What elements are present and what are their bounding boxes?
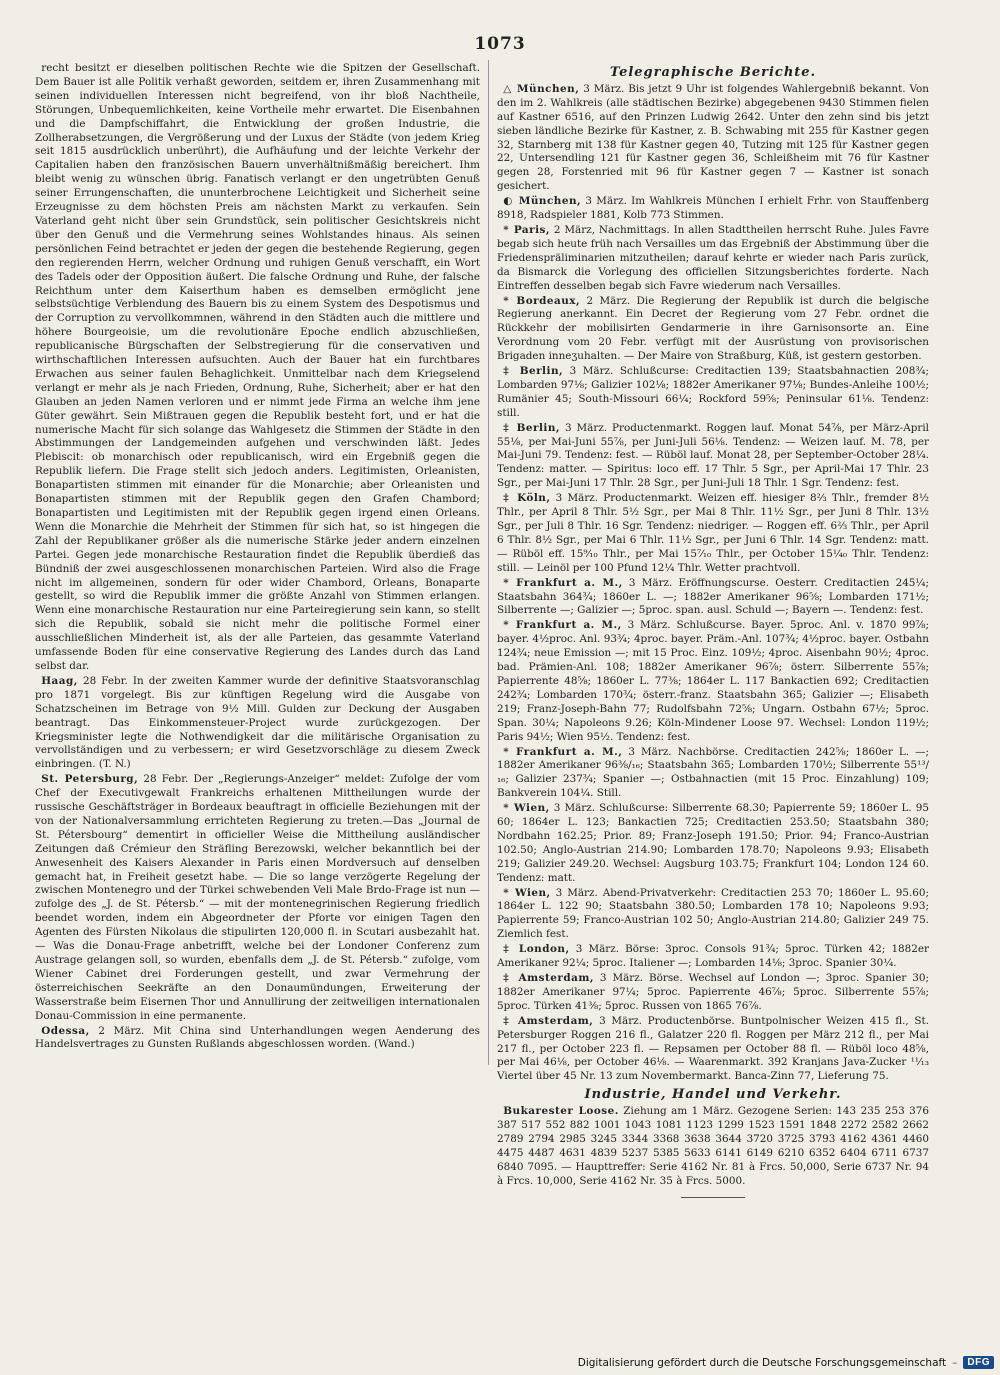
dateline-place: ‡ Berlin, (503, 365, 564, 378)
left-column (35, 62, 480, 1052)
article-paragraph: recht besitzt er dieselben politischen Rechte wie die Spitzen der Gesellschaft. Dem Bauer ist alle Politik verhaßt geworden, seitdem er, ihren Zusammenhang mit seinen individuellen Interessen nicht begreifend, von ihr bloß Nachtheile, Störungen, Unbequemlichkeiten, keine Vortheile mehr erwartet. Die Eisenbahnen und die Dampfschiffahrt, die Entwicklung der großen Industrie, die Zollherabsetzungen, die Vergrößerung und der Luxus der Städte (von jedem Krieg seit 1815 ausdrücklich unberührt), die Aufhäufung und der leichte Verkehr der Capitalien haben den französischen Bauern unverhältnißmäßig bereichert. Ihm bleibt wenig zu wünschen übrig. Fanatisch verlangt er den ungetrübten Genuß seiner Errungenschaften, die ununterbrochene Leichtigkeit und Sicherheit seine Erzeugnisse zu dem höchsten Preis am nächsten Markt zu verkaufen. Sein Vaterland geht nicht über sein Grundstück, sein politischer Gesichtskreis nicht über den Genuß und die Vermehrung seines Wohlstandes hinaus. Als seinen persönlichen Feind betrachtet er jeden der gegen die bestehende Regierung, gegen den regierenden Herrn, welcher Ordnung und ruhigen Genuß verschafft, ein Wort des Tadels oder der Opposition äußert. Die falsche Ordnung und Ruhe, der falsche Reichthum unter dem Kaiserthum haben es demselben ermöglicht jene selbstsüchtige Verblendung des Bauern bis zu einem System des Despotismus und der Corruption zu vervollkommnen, während in den Städten auch die mittlere und höhere Bourgeoisie, um die revolutionäre Epoche endlich abzuschließen, republicanische Bürgschaften der Selbstregierung für die conservativen und wirthschaftlichen Interessen aufsuchten. Auch der Bauer hat ein furchtbares Erwachen aus seiner faulen Behaglichkeit. Unmittelbar nach dem Kriegselend verlangt er mehr als je nach Frieden, Ordnung, Ruhe, Sicherheit; aber er hat den Glauben an jeden Namen verloren und er nimmt jede Firma an welche ihm jene Güter gewährt. Sein Mißtrauen gegen die Republik besteht fort, und er hat die numerische Macht für sich solange das Wahlgesetz die Stimmen der Städte in den Abstimmungen der Landgemeinden aufgehen und verschwinden läßt. Jedes Plebiscit: ob monarchisch oder republicanisch, wird ein Ergebniß gegen die Republik liefern. Die Frage stellt sich jedoch anders. Legitimisten, Orleanisten, Bonapartisten stimmen mit einander für die Monarchie; aber Orleanisten und Bonapartisten stimmen mit der Republik gegen den Grafen Chambord; Bonapartisten und Legitimisten mit der Republik gegen irgend einen Orleans. Wenn die Monarchie die Mehrheit der Stimmen für sich hat, so ist hingegen die Zahl der Republikaner größer als die numerische Stärke jeder andern einzelnen Partei. Gegen jede monarchische Restauration findet die Republik überdieß das Bündniß der zwei ausgeschlossenen monarchischen Parteien. Wird also die Frage nicht im allgemeinen, sondern für oder wider Chambord, Orleans, Bonaparte gestellt, so wird die Republik immer die größte Anzahl von Stimmen erlangen. Wenn eine monarchische Restauration nur eine Parteiregierung sein kann, so stellt sich die Republik, sobald sie nicht mehr die politische Formel einer ausschließlichen Minderheit ist, als der alle Parteien, das gesammte Vaterland umfassende Boden für eine conservative Regierung des Landes durch das Land selbst dar. (35, 62, 480, 672)
footer-credit: Digitalisierung gefördert durch die Deutsche Forschungsgemeinschaft (577, 1356, 947, 1369)
telegram: * Wien, 3 März. Schlußcurse: Silberrente 68.30; Papierrente 59; 1860er L. 95 60; 1864er L. 123; Bankactien 725; Creditactien 253.50; Staatsbahn 380; Nordbahn 162.25; Prior. 89; Franz-Joseph 191.50; Prior. 94; Franco-Austrian 102.50; Anglo-Austrian 214.90; Lombarden 178.70; Napoleons 9.93; Elisabeth 219; Galizier 249.20. Wechsel: Augsburg 103.75; Frankfurt 104; London 124 60. Tendenz: matt. (497, 802, 929, 884)
dateline-place: * Frankfurt a. M., (503, 745, 623, 758)
telegram: ‡ Amsterdam, 3 März. Productenbörse. Buntpolnischer Weizen 415 fl., St. Petersburger Roggen 216 fl., Galatzer 220 fl. Roggen per März 212 fl., per Mai 217 fl., per October 223 fl. — Repsamen per October 88 fl. — Rüböl loco 48⅝, per Mai 46⅛, per October 46⅛. — Waarenmarkt. 392 Kranjans Java-Zucker ¹¹⁄₁₃ Viertel über 45 Nr. 13 zum Novembermarkt. Banca-Zinn 77, Lieferung 75. (497, 1014, 929, 1083)
dateline-place: St. Petersburg, (41, 773, 139, 786)
dateline-place: ◐ München, (503, 195, 582, 208)
article-paragraph: St. Petersburg, 28 Febr. Der „Regierungs-Anzeiger“ meldet: Zufolge der vom Chef der Executivgewalt Frankreichs erhaltenen Mittheilungen wurde der russische Geschäftsträger in Bordeaux beauftragt in officielle Beziehungen mit der von der Nationalversammlung errichteten Regierung zu treten.—Das „Journal de St. Pétersbourg“ dementirt in officieller Weise die Mittheilung ausländischer Zeitungen daß Crémieur den Sträfling Berezowski, welcher bekanntlich bei der Anwesenheit des Kaisers Alexander in Paris einen Mordversuch auf denselben gemacht hat, in Freiheit gesetzt habe. — Die so lange verzögerte Regelung der zwischen Montenegro und der Türkei schwebenden Veli Male Brdo-Frage ist nun — zufolge des „J. de St. Pétersb.“ — mit der montenegrinischen Regierung friedlich beendet worden, indem ein Abgeordneter der Pforte vor einigen Tagen den Agenten des Fürsten Nikolaus die stipulirten 120,000 fl. in Scutari ausbezahlt hat. — Was die Donau-Frage anbetrifft, welche bei der Londoner Conferenz zum Austrage gelangen soll, so wurden, ebenfalls dem „J. de St. Pétersb.“ zufolge, vom Wiener Cabinet drei Forderungen gestellt, und zwar Vermehrung der österreichischen Seekräfte an den Donaumündungen, Erweiterung der Wasserstraße beim Eisernen Thor und Annullirung der zeitweiligen internationalen Donau-Commission in eine permanente. (35, 773, 480, 1022)
dateline-place: ‡ Amsterdam, (503, 1014, 594, 1027)
telegram: * Frankfurt a. M., 3 März. Nachbörse. Creditactien 242⅝; 1860er L. —; 1882er Amerikaner 96⅜/₁₆; Staatsbahn 365; Lombarden 170½; Silberrente 55¹³/₁₆; Galizier 237¾; Spanier —; Ostbahnactien (mit 15 Proc. Einzahlung) 109; Bankverein 104¼. Still. (497, 745, 929, 800)
section-heading-telegraph: Telegraphische Berichte. (609, 65, 817, 80)
telegram: △ München, 3 März. Bis jetzt 9 Uhr ist folgendes Wahlergebniß bekannt. Von den im 2. Wahlkreis (alle städtischen Bezirke) abgegebenen 9430 Stimmen fielen auf Kastner 6516, auf den Prinzen Ludwig 2642. Unter den zehn sind bis jetzt sieben ländliche Bezirke für Kastner, z. B. Schwabing mit 255 für Kastner gegen 32, Starnberg mit 138 für Kastner gegen 40, Tutzing mit 125 für Kastner gegen 22, Untersendling 121 für Kastner gegen 36, Schleißheim mit 76 für Kastner gegen 28, Forstenried mit 96 für Kastner gegen 7 — Kastner ist sonach gesichert. (497, 82, 930, 193)
telegram: ◐ München, 3 März. Im Wahlkreis München I erhielt Frhr. von Stauffenberg 8918, Radspieler 1881, Kolb 773 Stimmen. (497, 195, 929, 222)
dateline-place: Odessa, (41, 1024, 90, 1037)
footer (0, 1356, 994, 1369)
dateline-place: ‡ Köln, (503, 492, 551, 505)
article-paragraph: Odessa, 2 März. Mit China sind Unterhandlungen wegen Aenderung des Handelsvertrages zu Gunsten Rußlands abgeschlossen worden. (Wand.) (35, 1024, 480, 1051)
dateline-place: ‡ London, (503, 943, 570, 956)
dateline-place: * Wien, (503, 802, 550, 815)
item-title: Bukarester Loose. (503, 1105, 619, 1118)
dateline-place: * Paris, (503, 223, 551, 236)
column-divider (488, 60, 489, 1065)
telegram: ‡ Amsterdam, 3 März. Börse. Wechsel auf London —; 3proc. Spanier 30; 1882er Amerikaner 97¼; 5proc. Papierrente 46⅞; 5proc. Silberrente 55⅞; 5proc. Türken 41⅜; 5proc. Russen von 1865 76⅞. (497, 972, 930, 1012)
telegram: * Wien, 3 März. Abend-Privatverkehr: Creditactien 253 70; 1860er L. 95.60; 1864er L. 122 90; Staatsbahn 380.50; Lombarden 178 10; Napoleons 9.93; Papierrente 59; Franco-Austrian 102 50; Anglo-Austrian 214.80; Galizier 249 75. Ziemlich fest. (497, 886, 929, 941)
telegram: ‡ Berlin, 3 März. Schlußcurse: Creditactien 139; Staatsbahnactien 208¾; Lombarden 97⅛; Galizier 102⅛; 1882er Amerikaner 97⅛; Bundes-Anleihe 100½; Rumänier 45; South-Missouri 66¼; Rockford 59⅝; Peninsular 61⅛. Tendenz: still. (497, 365, 929, 419)
section-heading-industry: Industrie, Handel und Verkehr. (584, 1087, 842, 1103)
dateline-place: Haag, (41, 674, 78, 687)
telegram: * Paris, 2 März, Nachmittags. In allen Stadttheilen herrscht Ruhe. Jules Favre begab sich heute früh nach Versailles um das Ergebniß der Abstimmung über die Friedenspräliminarien mitzutheilen; darauf kehrte er wieder nach Paris zurück, da Bismarck die Vorlegung des officiellen Sitzungsberichtes forderte. Nach Eintreffen desselben begab sich Favre wiederum nach Versailles. (497, 223, 929, 292)
page-number: 1073 (474, 34, 526, 54)
telegram: * Frankfurt a. M., 3 März. Eröffnungscurse. Oesterr. Creditactien 245¼; Staatsbahn 364¾; 1860er L. —; 1882er Amerikaner 96⅝; Lombarden 171½; Silberrente —; Galizier —; 5proc. span. ausl. Schuld —; Bayern —. Tendenz: fest. (497, 576, 929, 617)
telegram: ‡ London, 3 März. Börse: 3proc. Consols 91¾; 5proc. Türken 42; 1882er Amerikaner 92¼; 5proc. Italiener —; Lombarden 14⅛; 3proc. Spanier 30¼. (497, 943, 930, 970)
telegram: * Frankfurt a. M., 3 März. Schlußcurse. Bayer. 5proc. Anl. v. 1870 99⅞; bayer. 4½proc. Anl. 93¾; 4proc. bayer. Präm.-Anl. 107¾; 4½proc. bayer. Ostbahn 124¾; neue Emission —; mit 15 Proc. Einz. 109½; 4proc. Aisenbahn 90½; 4proc. bad. Prämien-Anl. 108; 1882er Amerikaner 96⅞; österr. Silberrente 55⅞; Papierrente 48⅝; 1860er L. 77⅜; 1864er L. 117 Bankactien 692; Creditactien 242¾; Lombarden 170¾; österr.-franz. Staatsbahn 365; Galizier —; Elisabeth 219; Franz-Joseph-Bahn 77; Rudolfsbahn 72⅝; Ungarn. Ostbahn 67½; 5proc. Span. 30¼; Napoleons 9.26; Köln-Mindener Loose 97. Wechsel: London 119½; Paris 94½; Wien 95½. Tendenz: fest. (497, 619, 929, 743)
right-column (497, 62, 929, 1198)
dateline-place: △ München, (503, 82, 580, 95)
end-rule (681, 1197, 745, 1198)
dfg-logo-icon: DFG (963, 1356, 994, 1369)
dateline-place: ‡ Amsterdam, (503, 972, 594, 984)
dateline-place: * Bordeaux, (503, 294, 581, 307)
dateline-place: ‡ Berlin, (503, 421, 561, 434)
telegram: ‡ Köln, 3 März. Productenmarkt. Weizen eff. hiesiger 8⅔ Thlr., fremder 8½ Thlr., per April 8 Thlr. 5½ Sgr., per Mai 8 Thlr. 11½ Sgr., per Juni 8 Thlr. 13½ Sgr., per Juli 8 Thlr. 16 Sgr. Tendenz: niedriger. — Roggen eff. 6⅔ Thlr., per April 6 Thlr. 8½ Sgr., per Mai 6 Thlr. 11½ Sgr., per Juni 6 Thlr. 14 Sgr. Tendenz: matt. — Rüböl eff. 15⁹⁄₁₀ Thlr., per Mai 15⁷⁄₁₀ Thlr., per October 15¼₀ Thlr. Tendenz: still. — Leinöl per 100 Pfund 12¼ Thlr. Wetter prachtvoll. (497, 492, 929, 574)
industry-item: Bukarester Loose. Ziehung am 1 März. Gezogene Serien: 143 235 253 376 387 517 552 882 1001 1043 1081 1123 1299 1523 1591 1848 2272 2582 2662 2789 2794 2985 3245 3344 3368 3638 3644 3720 3725 3793 4162 4361 4460 4475 4487 4631 4839 5237 5385 5633 6141 6149 6210 6352 6404 6711 6737 6840 7095. — Haupttreffer: Serie 4162 Nr. 81 à Frcs. 50,000, Serie 6737 Nr. 94 à Frcs. 10,000, Serie 4162 Nr. 35 à Frcs. 5000. (497, 1105, 929, 1187)
article-paragraph: Haag, 28 Febr. In der zweiten Kammer wurde der definitive Staatsvoranschlag pro 1871 vorgelegt. Bis zur künftigen Regelung wird die Ausgabe von Schatzscheinen im Betrage von 9½ Mill. Gulden zur Deckung der Ausgaben beantragt. Das Einkommensteuer-Project wurde zurückgezogen. Der Kriegsminister legte die Nothwendigkeit dar die militärische Organisation zu vervollständigen und zu verbessern; er wird Gesetzvorschläge zu diesem Zweck einbringen. (T. N.) (35, 674, 480, 771)
footer-separator: – (952, 1356, 958, 1369)
dateline-place: * Wien, (503, 886, 551, 899)
telegram: * Bordeaux, 2 März. Die Regierung der Republik ist durch die belgische Regierung anerkannt. Ein Decret der Regierung vom 27 Febr. ordnet die Rückkehr der mobilisirten Gendarmerie in ihre Garnisonsorte an. Eine Verordnung vom 20 Febr. verfügt mit der Ausrüstung von provisorischen Brigaden inneʒuhalten. — Der Maire von Straßburg, Küß, ist gestern gestorben. (497, 294, 929, 363)
dateline-place: * Frankfurt a. M., (503, 619, 622, 632)
telegram: ‡ Berlin, 3 März. Productenmarkt. Roggen lauf. Monat 54⅞, per März-April 55⅛, per Mai-Juni 55⅞, per Juni-Juli 56⅛. Tendenz: — Weizen lauf. M. 78, per Mai-Juni 79. Tendenz: fest. — Rüböl lauf. Monat 28, per September-October 28¼. Tendenz: matter. — Spiritus: loco eff. 17 Thlr. 5 Sgr., per April-Mai 17 Thlr. 23 Sgr., per Mai-Juni 17 Thlr. 28 Sgr., per Juni-Juli 18 Thlr. 1 Sgr. Tendenz: fest. (497, 421, 929, 490)
dateline-place: * Frankfurt a. M., (503, 576, 623, 589)
